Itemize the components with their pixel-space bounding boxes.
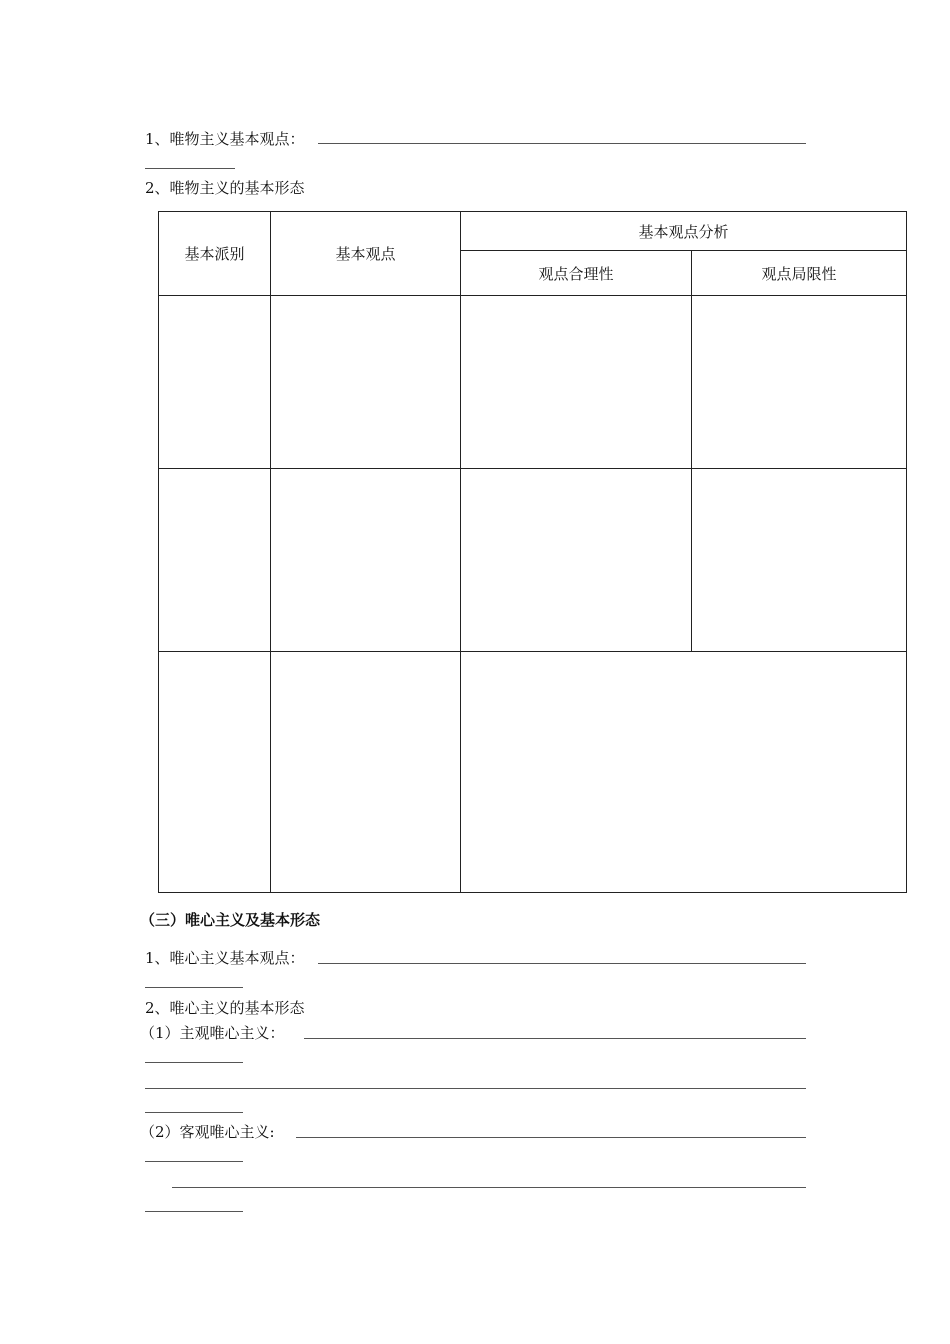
- header-basic-school: 基本派别: [159, 212, 271, 296]
- table-row: [159, 652, 907, 893]
- objective-idealism-blank-line-continued[interactable]: [145, 1161, 243, 1162]
- idealism-forms-label: 2、唯心主义的基本形态: [145, 999, 305, 1017]
- idealism-view-blank-line[interactable]: [318, 963, 806, 964]
- idealism-section-heading: （三）唯心主义及基本形态: [140, 911, 321, 929]
- idealism-view-label: 1、唯心主义基本观点：: [145, 949, 305, 967]
- objective-idealism-label: （2）客观唯心主义:: [140, 1123, 275, 1141]
- table-cell-view[interactable]: [271, 652, 461, 893]
- table-cell-school[interactable]: [159, 469, 271, 652]
- objective-idealism-blank-line-2[interactable]: [172, 1187, 806, 1188]
- subjective-idealism-blank-line-2[interactable]: [145, 1088, 806, 1089]
- objective-idealism-blank-line-2-continued[interactable]: [145, 1211, 243, 1212]
- objective-idealism-blank-line[interactable]: [296, 1137, 806, 1138]
- table-cell-view[interactable]: [271, 469, 461, 652]
- subjective-idealism-blank-line-continued[interactable]: [145, 1062, 243, 1063]
- table-cell-school[interactable]: [159, 652, 271, 893]
- idealism-view-blank-line-continued[interactable]: [145, 987, 243, 988]
- table-row: [159, 469, 907, 652]
- table-cell-view[interactable]: [271, 296, 461, 469]
- table-cell-limitation[interactable]: [692, 469, 907, 652]
- header-view-rationality: 观点合理性: [461, 251, 692, 296]
- table-cell-school[interactable]: [159, 296, 271, 469]
- materialism-forms-label: 2、唯物主义的基本形态: [145, 179, 305, 197]
- table-cell-analysis-merged[interactable]: [461, 652, 907, 893]
- materialism-view-blank-line[interactable]: [318, 143, 806, 144]
- header-view-limitation: 观点局限性: [692, 251, 907, 296]
- materialism-forms-table: [158, 211, 907, 893]
- header-basic-view: 基本观点: [271, 212, 461, 296]
- table-row: [159, 296, 907, 469]
- materialism-view-label: 1、唯物主义基本观点：: [145, 130, 305, 148]
- table-cell-limitation[interactable]: [692, 296, 907, 469]
- subjective-idealism-label: （1）主观唯心主义：: [140, 1024, 285, 1042]
- table-cell-rationality[interactable]: [461, 469, 692, 652]
- subjective-idealism-blank-line-2-continued[interactable]: [145, 1112, 243, 1113]
- subjective-idealism-blank-line[interactable]: [304, 1038, 806, 1039]
- header-view-analysis: 基本观点分析: [461, 212, 907, 251]
- table-cell-rationality[interactable]: [461, 296, 692, 469]
- materialism-view-blank-line-continued[interactable]: [145, 168, 235, 169]
